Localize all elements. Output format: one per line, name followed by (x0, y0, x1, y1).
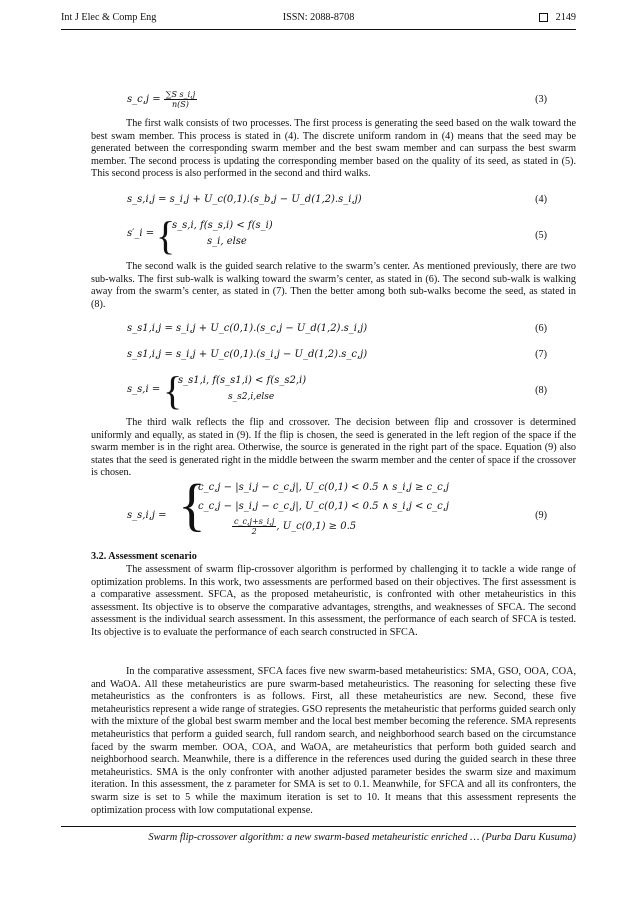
issn: ISSN: 2088-8708 (282, 12, 355, 23)
equation-9-case2: c_c,j − |s_i,j − c_c,j|, U_c(0,1) < 0.5 ∧ s_i,j < c_c,j (198, 501, 450, 512)
equation-5-brace: { (156, 213, 176, 258)
equation-3-lhs: s_c,j = (127, 94, 161, 105)
paragraph-comparative (91, 666, 576, 817)
equation-7-formula: s_s1,i,j = s_i,j + U_c(0,1).(s_i,j − U_d(1,2).s_c,j) (127, 349, 368, 360)
equation-8-number: (8) (535, 385, 547, 396)
equation-4-formula: s_s,i,j = s_i,j + U_c(0,1).(s_b,j − U_d(1,2).s_i,j) (127, 194, 362, 205)
journal-name: Int J Elec & Comp Eng (61, 12, 157, 23)
equation-3-numerator: ∑S s_i,j (165, 90, 196, 99)
paragraph-third-walk-text: The third walk reflects the flip and crossover. The decision between flip and crossover is determined uniformly and equally, as stated in (9). If the flip is chosen, the seed is generated in the left region of the space if the swarm member is in the right area. Otherwise, the source is generated in the right part of the space. Equation (9) also states that the seed is generated right in the middle between the swarm member and the center of space if the crossover is chosen. (91, 417, 576, 479)
equation-3-denominator: n(S) (172, 100, 189, 109)
equation-7-number: (7) (535, 349, 547, 360)
equation-5-case1: s_s,i, f(s_s,i) < f(s_i) (172, 220, 273, 231)
equation-9-case3-tail: , U_c(0,1) ≥ 0.5 (276, 521, 357, 532)
equation-5-number: (5) (535, 230, 547, 241)
paragraph-comparative-text: In the comparative assessment, SFCA faces five new swarm-based metaheuristics: SMA, GSO, OOA, COA, and WaOA. All these metaheuristics are pure swarm-based metaheuristics. The reasoning for selecting these five metaheuristics as the confronters is as follows. First, all these metaheuristics are new. Second, these five metaheuristics represent a wide range of strategies. GSO represents the metaheuristic that performs guided search only with the mixture of the global best swarm member and the local best member becoming the reference. SMA represents metaheuristics that perform a guided search, full random search, and neighborhood search based on the circumstance faced by the swarm member. OOA, COA, and WaOA, are metaheuristics that perform both guided search and neighborhood search. Meanwhile, there is a difference in the references used during the guided search in these three metaheuristics. SMA is the only confronter with another adjusted parameter besides the swarm size and maximum iteration. In this assessment, the z parameter for SMA is set to 0.1. Meanwhile, for SFCA and all its confronters, the swarm size is set to 5 while the maximum iteration is set to 10. It means that this assessment represents the optimization process with low computational expense. (91, 666, 576, 816)
equation-6-formula: s_s1,i,j = s_i,j + U_c(0,1).(s_c,j − U_d(1,2).s_i,j) (127, 323, 368, 334)
equation-9-case3-denominator: 2 (251, 527, 257, 536)
equation-3-number: (3) (535, 94, 547, 105)
equation-5-case2: s_i, else (207, 236, 247, 247)
footer-rule (61, 826, 576, 827)
equation-8-lhs: s_s,i = (127, 384, 161, 395)
section-heading: 3.2. Assessment scenario (91, 551, 197, 562)
equation-3-formula (127, 90, 197, 109)
paragraph-first-walk-text: The first walk consists of two processes. The first process is generating the seed based on the walk toward the best swam member. This process is stated in (4). The discrete uniform random in (4) means that the seed may be generated between the corresponding swarm member and the best swam member and can surpass the best swarm member. The second process is updating the corresponding member based on the quality of its seed, as stated in (5). This second process is also performed in the second and third walks. (91, 118, 576, 180)
equation-9-case1: c_c,j − |s_i,j − c_c,j|, U_c(0,1) < 0.5 ∧ s_i,j ≥ c_c,j (198, 482, 450, 493)
header-rule (61, 29, 576, 30)
paragraph-assessment (91, 564, 576, 640)
equation-8-case1: s_s1,i, f(s_s1,i) < f(s_s2,i) (178, 375, 307, 386)
equation-9-brace: { (178, 472, 206, 537)
equation-8-case2: s_s2,i,else (228, 392, 275, 402)
page-number-group (539, 12, 576, 23)
running-footer: Swarm flip-crossover algorithm: a new swarm-based metaheuristic enriched … (Purba Daru Kusuma) (148, 832, 576, 843)
equation-9-case3-fraction (232, 517, 276, 536)
paragraph-assessment-text: The assessment of swarm flip-crossover algorithm is performed by challenging it to tackle a wide range of optimization problems. In this work, two assessments are performed based on their objectives. The first assessment is a comparative assessment. SFCA, as the proposed metaheuristic, is confronted with other metaheuristics in this assessment. Its objective is to observe the comparative advantages, strengths, and weaknesses of SFCA. The second assessment is the individual search assessment. In this assessment, the performance of each search of SFCA is tested. Its objective is to evaluate the performance of each search constructed in SFCA. (91, 564, 576, 638)
equation-4-number: (4) (535, 194, 547, 205)
checkbox-square-icon (539, 13, 548, 22)
paragraph-second-walk (91, 261, 576, 311)
equation-9-case3 (232, 517, 356, 536)
paragraph-second-walk-text: The second walk is the guided search relative to the swarm’s center. As mentioned previously, there are two sub-walks. The first sub-walk is walking toward the swarm’s center, as stated in (6). The second sub-walk is walking away from the swarm’s center, as stated in (7). Then the better among both sub-walks become the seed, as stated in (8). (91, 261, 576, 310)
equation-3-fraction (164, 90, 197, 109)
equation-9-lhs: s_s,i,j = (127, 510, 167, 521)
equation-9-case3-numerator: c_c,j+s_i,j (234, 517, 275, 526)
equation-8-brace: { (163, 368, 183, 413)
equation-5-lhs: s′_i = (127, 228, 155, 239)
equation-6-number: (6) (535, 323, 547, 334)
paragraph-third-walk (91, 417, 576, 480)
running-header (61, 12, 576, 28)
equation-9-number: (9) (535, 510, 547, 521)
page-number: 2149 (555, 12, 576, 23)
paragraph-first-walk (91, 118, 576, 181)
